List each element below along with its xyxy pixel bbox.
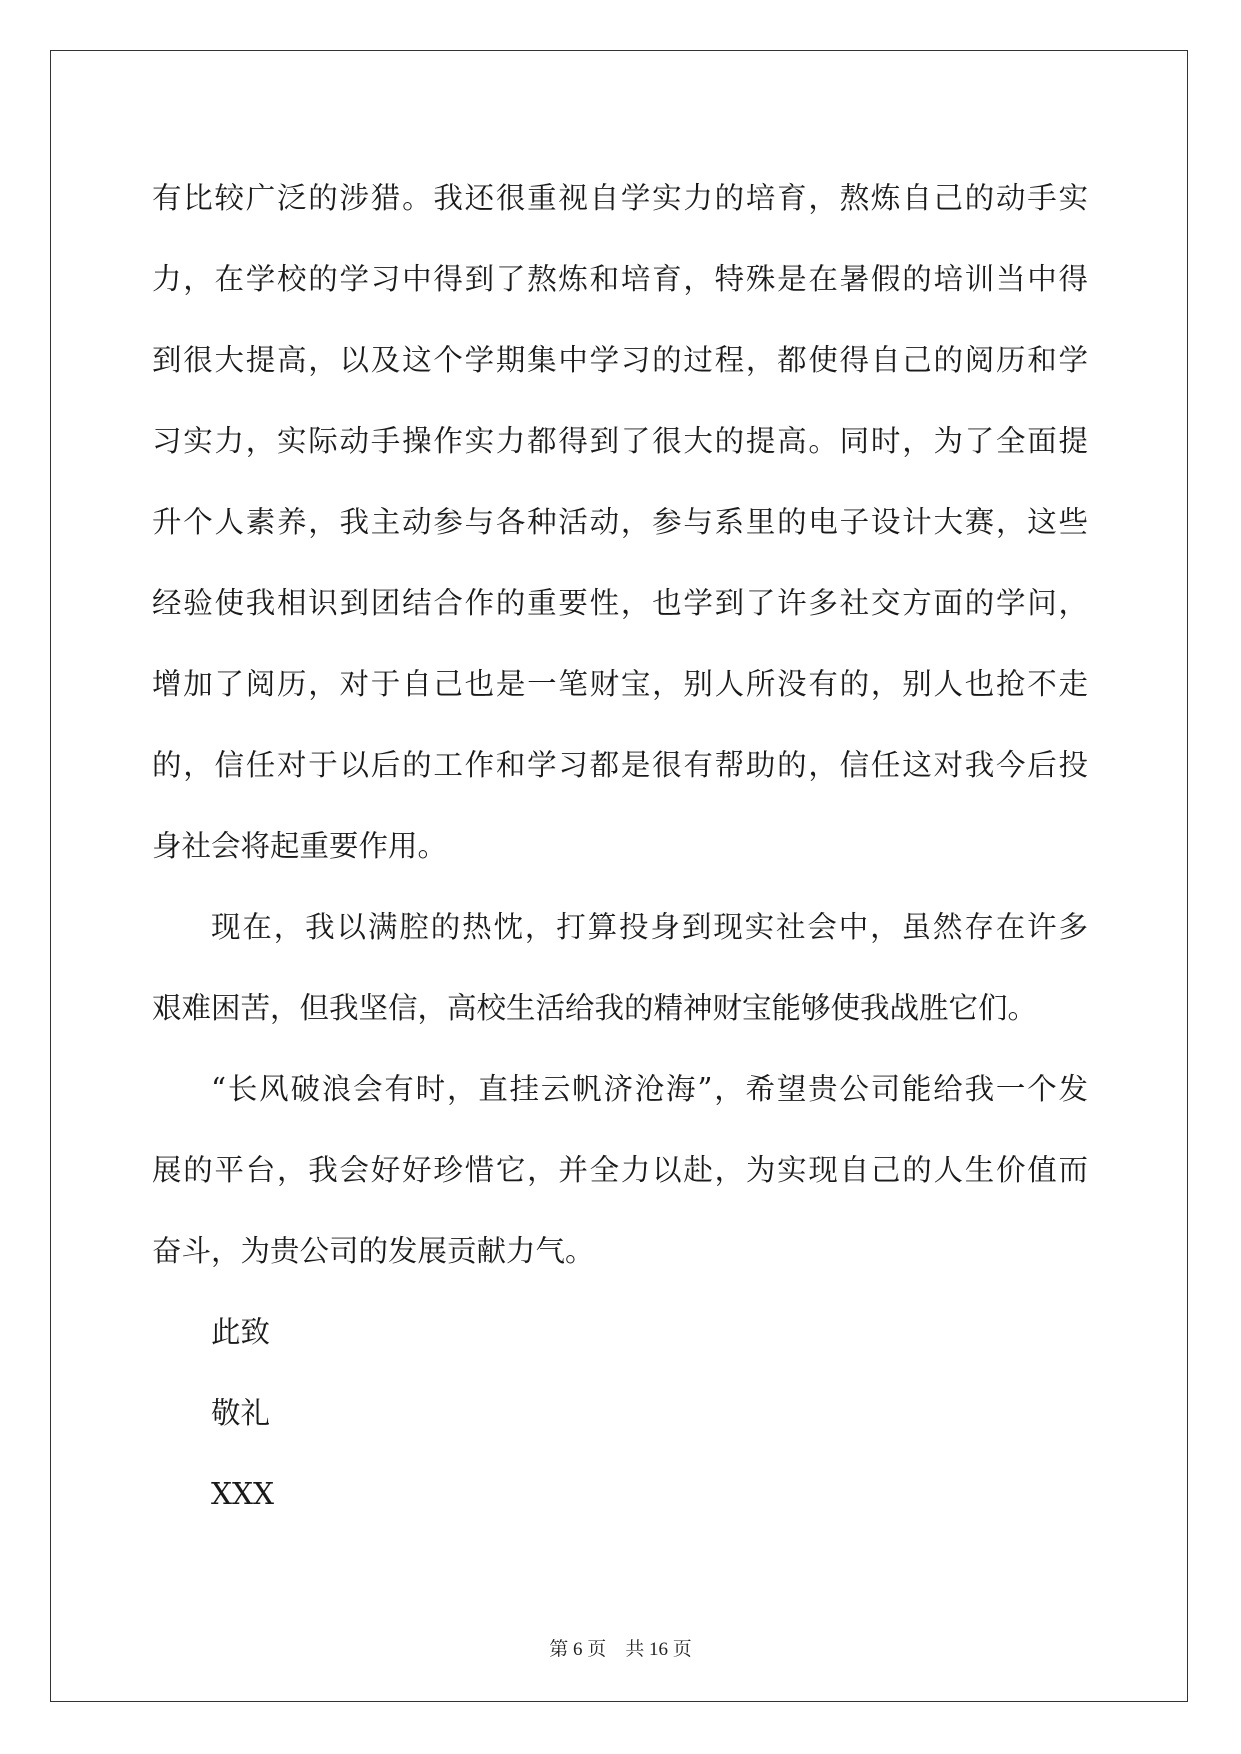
letter-body — [152, 158, 1088, 1535]
signature: XXX — [211, 1477, 275, 1511]
text-line: 到很大提高，以及这个学期集中学习的过程，都使得自己的阅历和学 — [152, 343, 1088, 377]
text-line: 升个人素养，我主动参与各种活动，参与系里的电子设计大赛，这些 — [152, 505, 1088, 539]
text-line: 身社会将起重要作用。 — [152, 829, 448, 863]
text-line: 艰难困苦，但我坚信，高校生活给我的精神财宝能够使我战胜它们。 — [152, 991, 1038, 1025]
page-total: 共 16 页 — [625, 1639, 692, 1660]
text-line: 力，在学校的学习中得到了熬炼和培育，特殊是在暑假的培训当中得 — [152, 262, 1088, 296]
paragraph-first-line: “长风破浪会有时，直挂云帆济沧海”，希望贵公司能给我一个发 — [211, 1072, 1088, 1106]
closing-regards: 敬礼 — [211, 1396, 271, 1430]
page-number: 第 6 页 — [549, 1639, 607, 1660]
closing-salutation: 此致 — [211, 1315, 271, 1349]
page-footer — [0, 1634, 1241, 1661]
text-line: 的，信任对于以后的工作和学习都是很有帮助的，信任这对我今后投 — [152, 748, 1088, 782]
text-line: 奋斗，为贵公司的发展贡献力气。 — [152, 1234, 595, 1268]
text-line: 增加了阅历，对于自己也是一笔财宝，别人所没有的，别人也抢不走 — [152, 667, 1088, 701]
text-line: 有比较广泛的涉猎。我还很重视自学实力的培育，熬炼自己的动手实 — [152, 181, 1088, 215]
text-line: 经验使我相识到团结合作的重要性，也学到了许多社交方面的学问， — [152, 586, 1088, 620]
text-line: 展的平台，我会好好珍惜它，并全力以赴，为实现自己的人生价值而 — [152, 1153, 1088, 1187]
paragraph-first-line: 现在，我以满腔的热忱，打算投身到现实社会中，虽然存在许多 — [211, 910, 1088, 944]
text-line: 习实力，实际动手操作实力都得到了很大的提高。同时，为了全面提 — [152, 424, 1088, 458]
